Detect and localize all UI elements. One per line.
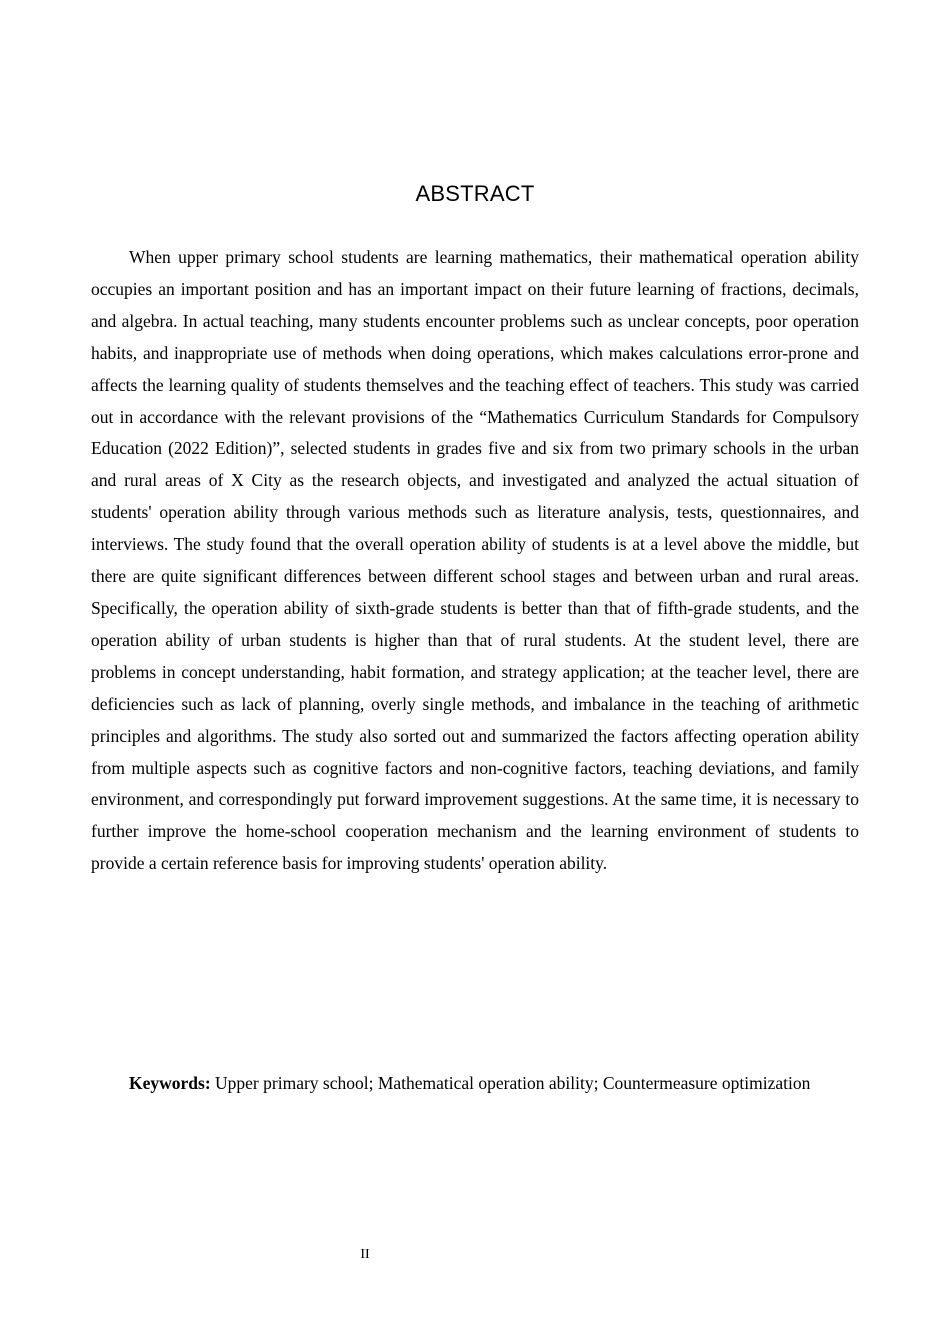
abstract-body: When upper primary school students are learning mathematics, their mathematical operation ability occupies an important position and has an important impact on their future learning of fractions, decimals, and algebra. In actual teaching, many students encounter problems such as unclear concepts, poor operation habits, and inappropriate use of methods when doing operations, which makes calculations error-prone and affects the learning quality of students themselves and the teaching effect of teachers. This study was carried out in accordance with the relevant provisions of the “Mathematics Curriculum Standards for Compulsory Education (2022 Edition)”, selected students in grades five and six from two primary schools in the urban and rural areas of X City as the research objects, and investigated and analyzed the actual situation of students' operation ability through various methods such as literature analysis, tests, questionnaires, and interviews. The study found that the overall operation ability of students is at a level above the middle, but there are quite significant differences between different school stages and between urban and rural areas. Specifically, the operation ability of sixth-grade students is better than that of fifth-grade students, and the operation ability of urban students is higher than that of rural students. At the student level, there are problems in concept understanding, habit formation, and strategy application; at the teacher level, there are deficiencies such as lack of planning, overly single methods, and imbalance in the teaching of arithmetic principles and algorithms. The study also sorted out and summarized the factors affecting operation ability from multiple aspects such as cognitive factors and non-cognitive factors, teaching deviations, and family environment, and correspondingly put forward improvement suggestions. At the same time, it is necessary to further improve the home-school cooperation mechanism and the learning environment of students to provide a certain reference basis for improving students' operation ability.	[91, 247, 859, 874]
keywords-paragraph	[91, 1068, 859, 1100]
keywords-text: Upper primary school; Mathematical operation ability; Countermeasure optimization	[215, 1073, 811, 1093]
keywords-label: Keywords:	[129, 1073, 211, 1093]
page-number: II	[360, 1247, 370, 1262]
abstract-title: ABSTRACT	[415, 181, 535, 206]
